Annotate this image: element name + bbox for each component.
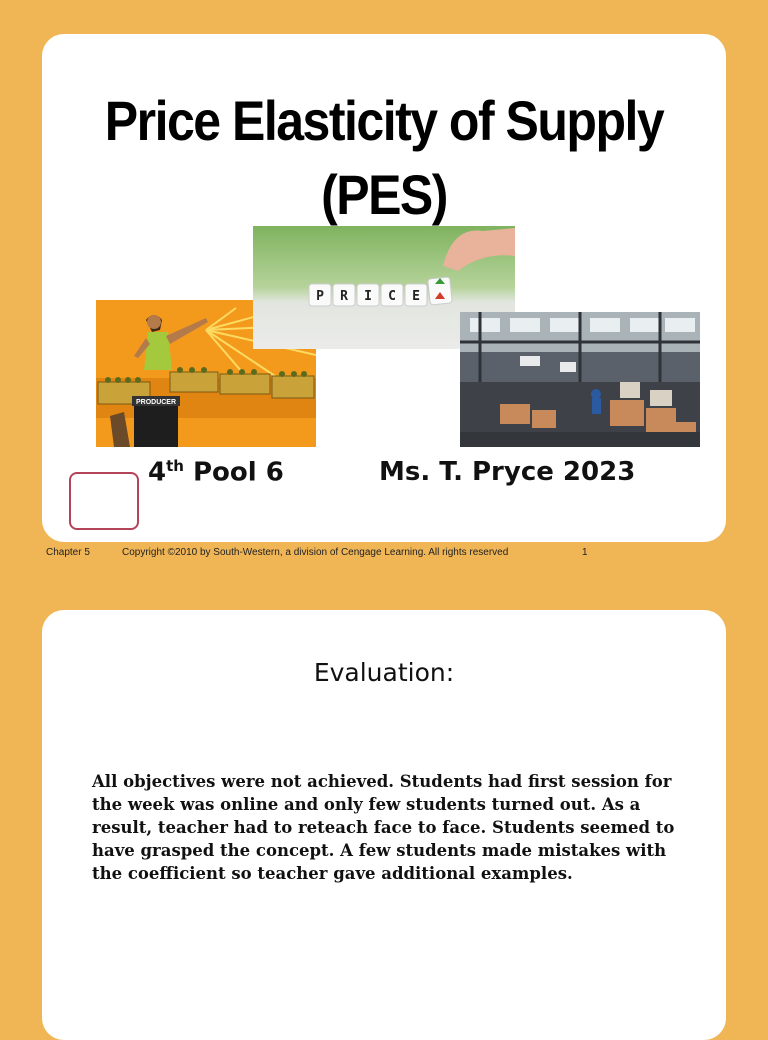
die-e: E [412,289,420,304]
die-i: I [364,289,372,304]
class-label: 4th Pool 6 [148,457,284,488]
factory-photo [460,312,700,447]
title-slide [42,34,726,542]
slide-subtitle: (PES) [321,163,447,227]
die-r: R [340,289,348,304]
die-p: P [316,289,324,304]
producer-sign: PRODUCER [135,399,177,406]
footer-page-number: 1 [582,547,588,558]
die-c: C [388,289,396,304]
slide-title: Price Elasticity of Supply [104,89,664,153]
footer-copyright: Copyright ©2010 by South-Western, a division of Cengage Learning. All rights reserved [122,547,509,558]
evaluation-slide [42,610,726,1040]
evaluation-body: All objectives were not achieved. Students had first session for the week was online and only few students turned out. As a result, teacher had to reteach face to face. Students seemed to have grasped the concept. A few students made mistakes with the coefficient so teacher gave additional examples. [92,772,675,883]
teacher-label: Ms. T. Pryce 2023 [379,457,636,487]
footer-chapter: Chapter 5 [46,547,90,558]
empty-placeholder-box [69,472,139,530]
evaluation-heading: Evaluation: [313,658,455,687]
